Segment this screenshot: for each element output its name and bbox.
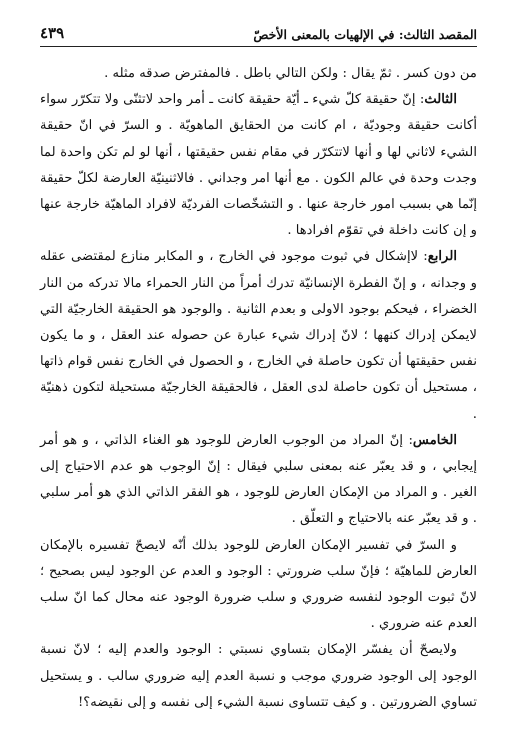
paragraph-text: : لاإشكال في ثبوت موجود في الخارج ، و المكابر منازع لمقتضى عقله و وجدانه ، و إنّ الفطرة الإنسانيّة تدرك أمراً من النار الحمراء مالا تدركه من النار الخضراء ، فيحكم بوجود الاولى و بعدم الثانية . والوجود هو الحقيقة الخارجيّة التي لايمكن إدراك كنهها ؛ لانّ إدراك شيء عبارة عن حصوله عند العقل ، و ما يكون نفس حقيقتها أن تكون حاصلة في الخارج ، و الحصول في الخارج نفس قوام ذاتها ، مستحيل أن تكون حاصلة لدى العقل ، فالحقيقة الخارجيّة مستحيلة لتكون ذهنيّة . (40, 249, 477, 422)
paragraph-secret (40, 533, 477, 638)
paragraph-last (40, 637, 477, 716)
paragraph-text: : إنّ حقيقة كلّ شيء ـ أيّة حقيقة كانت ـ أمر واحد لاتثنّى ولا تتكرّر سواء أكانت حقيقة وجوديّة ، ام كانت من الحقايق الماهويّة . و السرّ في انّ حقيقة الشيء لاثاني لها و أنها لاتتكرّر في مقام نفس حقيقتها ، أنها لو لم تكن واحدة لما وجدت وحدة في عالم الكون . مع أنها امر وجداني . فالاثنينيّة العارضة لكلّ حقيقة إنّما هي بسبب امور خارجة عنها . و التشخّصات الفرديّة لافراد الماهيّة خارجة عنها و إن كانت داخلة في تقوّم افرادها . (40, 92, 477, 239)
paragraph-third (40, 87, 477, 244)
page-body (40, 61, 477, 716)
paragraph-heading: الخامس (412, 432, 457, 448)
paragraph-heading: الثالث (424, 92, 457, 108)
page-number: ٤٣٩ (40, 24, 65, 42)
paragraph-text: من دون كسر . ثمّ يقال : ولكن التالي باطل . فالمفترض صدقه مثله . (104, 66, 477, 81)
paragraph-heading: الرابع (427, 249, 457, 265)
paragraph-continuation (40, 61, 477, 87)
paragraph-fifth (40, 428, 477, 533)
running-header (40, 20, 477, 47)
paragraph-text: : إنّ المراد من الوجوب العارض للوجود هو الغناء الذاتي ، و هو أمر إيجابي ، و قد يعبّر عنه بمعنى سلبي فيقال : إنّ الوجوب هو عدم الاحتياج إلى الغير . و المراد من الإمكان العارض للوجود ، هو الفقر الذاتي الذي هو أمر سلبي . و قد يعبّر عنه بالاحتياج و التعلّق . (40, 432, 477, 527)
paragraph-fourth (40, 244, 477, 427)
header-title: المقصد الثالث: في الإلهيات بالمعنى الأخصّ (253, 27, 477, 42)
paragraph-text: ولايصحّ أن يفسّر الإمكان بتساوي نسبتي : الوجود والعدم إليه ؛ لانّ نسبة الوجود إلى الوجود ضروري موجب و نسبة العدم إليه ضروري سالب . و يستحيل تساوي الضرورتين . و كيف تتساوى نسبة الشيء إلى نفسه و إلى نقيضه؟! (40, 642, 477, 710)
paragraph-text: و السرّ في تفسير الإمكان العارض للوجود بذلك أنّه لايصحّ تفسيره بالإمكان العارض للماهيّة ؛ فإنّ سلب ضرورتي : الوجود و العدم عن الوجود ليس بصحيح ؛ لانّ ثبوت الوجود لنفسه ضروري و سلب ضرورة الوجود عنه محال كما انّ سلب العدم عنه ضروري . (40, 537, 477, 632)
